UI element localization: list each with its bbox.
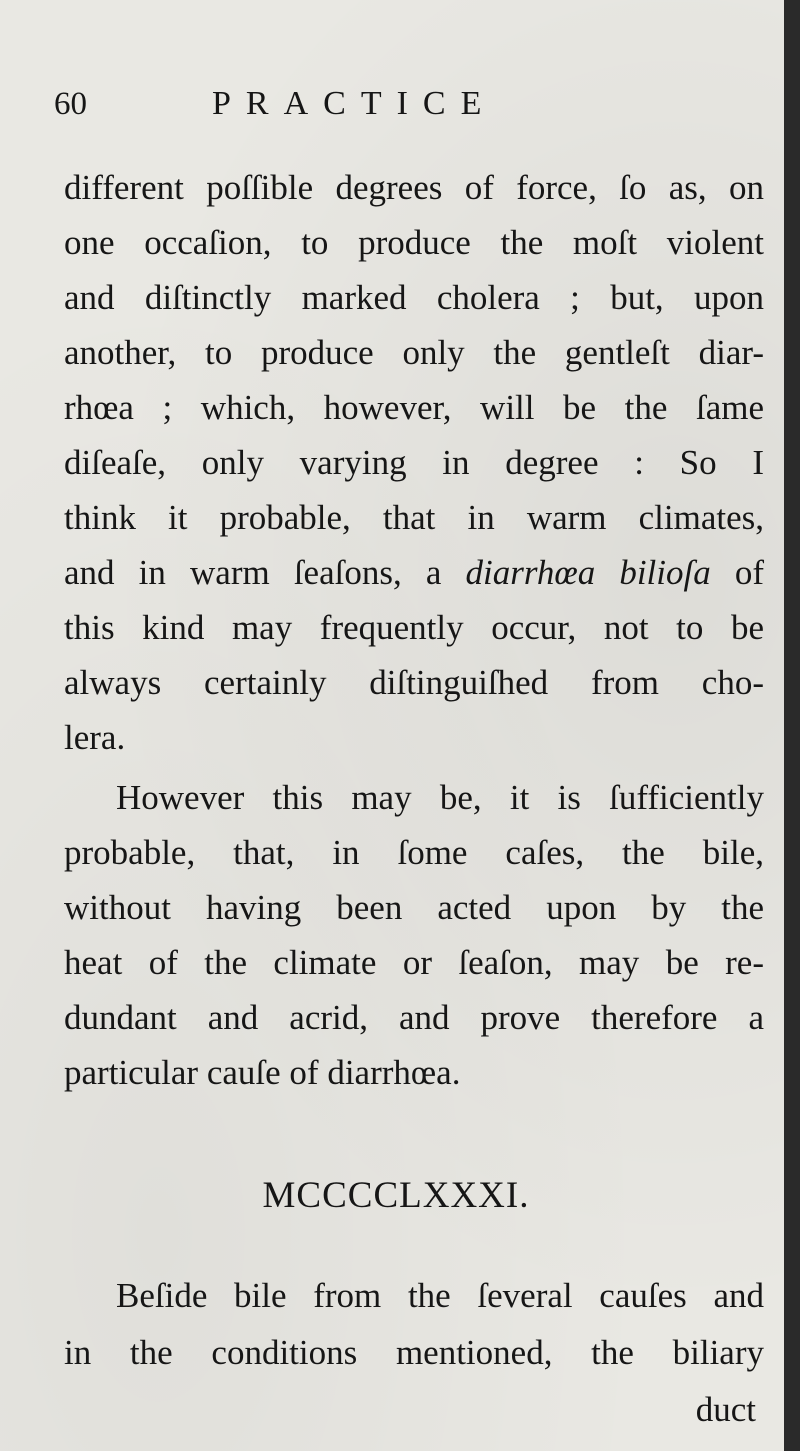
text-run: and in warm ſeaſons, a: [64, 553, 466, 592]
running-head: [54, 82, 754, 126]
text-line: diſeaſe, only varying in degree : So I: [64, 443, 764, 482]
text-line: different poſſible degrees of force, ſo as, on: [64, 168, 764, 207]
text-line: particular cauſe of diarrhœa.: [64, 1053, 461, 1092]
text-line: this kind may frequently occur, not to be: [64, 608, 764, 647]
text-line: another, to produce only the gentleſt diar-: [64, 333, 764, 372]
italic-term: diarrhœa bilioſa: [465, 553, 711, 592]
running-title: PRACTICE: [212, 85, 497, 122]
catchword: duct: [695, 1390, 756, 1429]
text-line: rhœa ; which, however, will be the ſame: [64, 388, 764, 427]
text-line: probable, that, in ſome caſes, the bile,: [64, 833, 764, 872]
text-line: Beſide bile from the ſeveral cauſes and: [116, 1276, 764, 1315]
text-line: dundant and acrid, and prove therefore a: [64, 998, 764, 1037]
text-line-with-italic: [64, 545, 764, 601]
text-line: without having been acted upon by the: [64, 888, 764, 927]
text-line: in the conditions mentioned, the biliary: [64, 1333, 764, 1372]
section-number-heading: MCCCCLXXXI.: [262, 1175, 530, 1216]
text-line: heat of the climate or ſeaſon, may be re-: [64, 943, 764, 982]
text-line: think it probable, that in warm climates,: [64, 498, 764, 537]
page-number: 60: [54, 86, 87, 122]
text-line: always certainly diſtinguiſhed from cho-: [64, 663, 764, 702]
text-line: and diſtinctly marked cholera ; but, upon: [64, 278, 764, 317]
page-edge-shadow: [784, 0, 792, 1451]
text-line: one occaſion, to produce the moſt violent: [64, 223, 764, 262]
text-line: lera.: [64, 718, 126, 757]
text-run: of: [710, 553, 765, 592]
text-line: However this may be, it is ſufficiently: [116, 778, 764, 817]
